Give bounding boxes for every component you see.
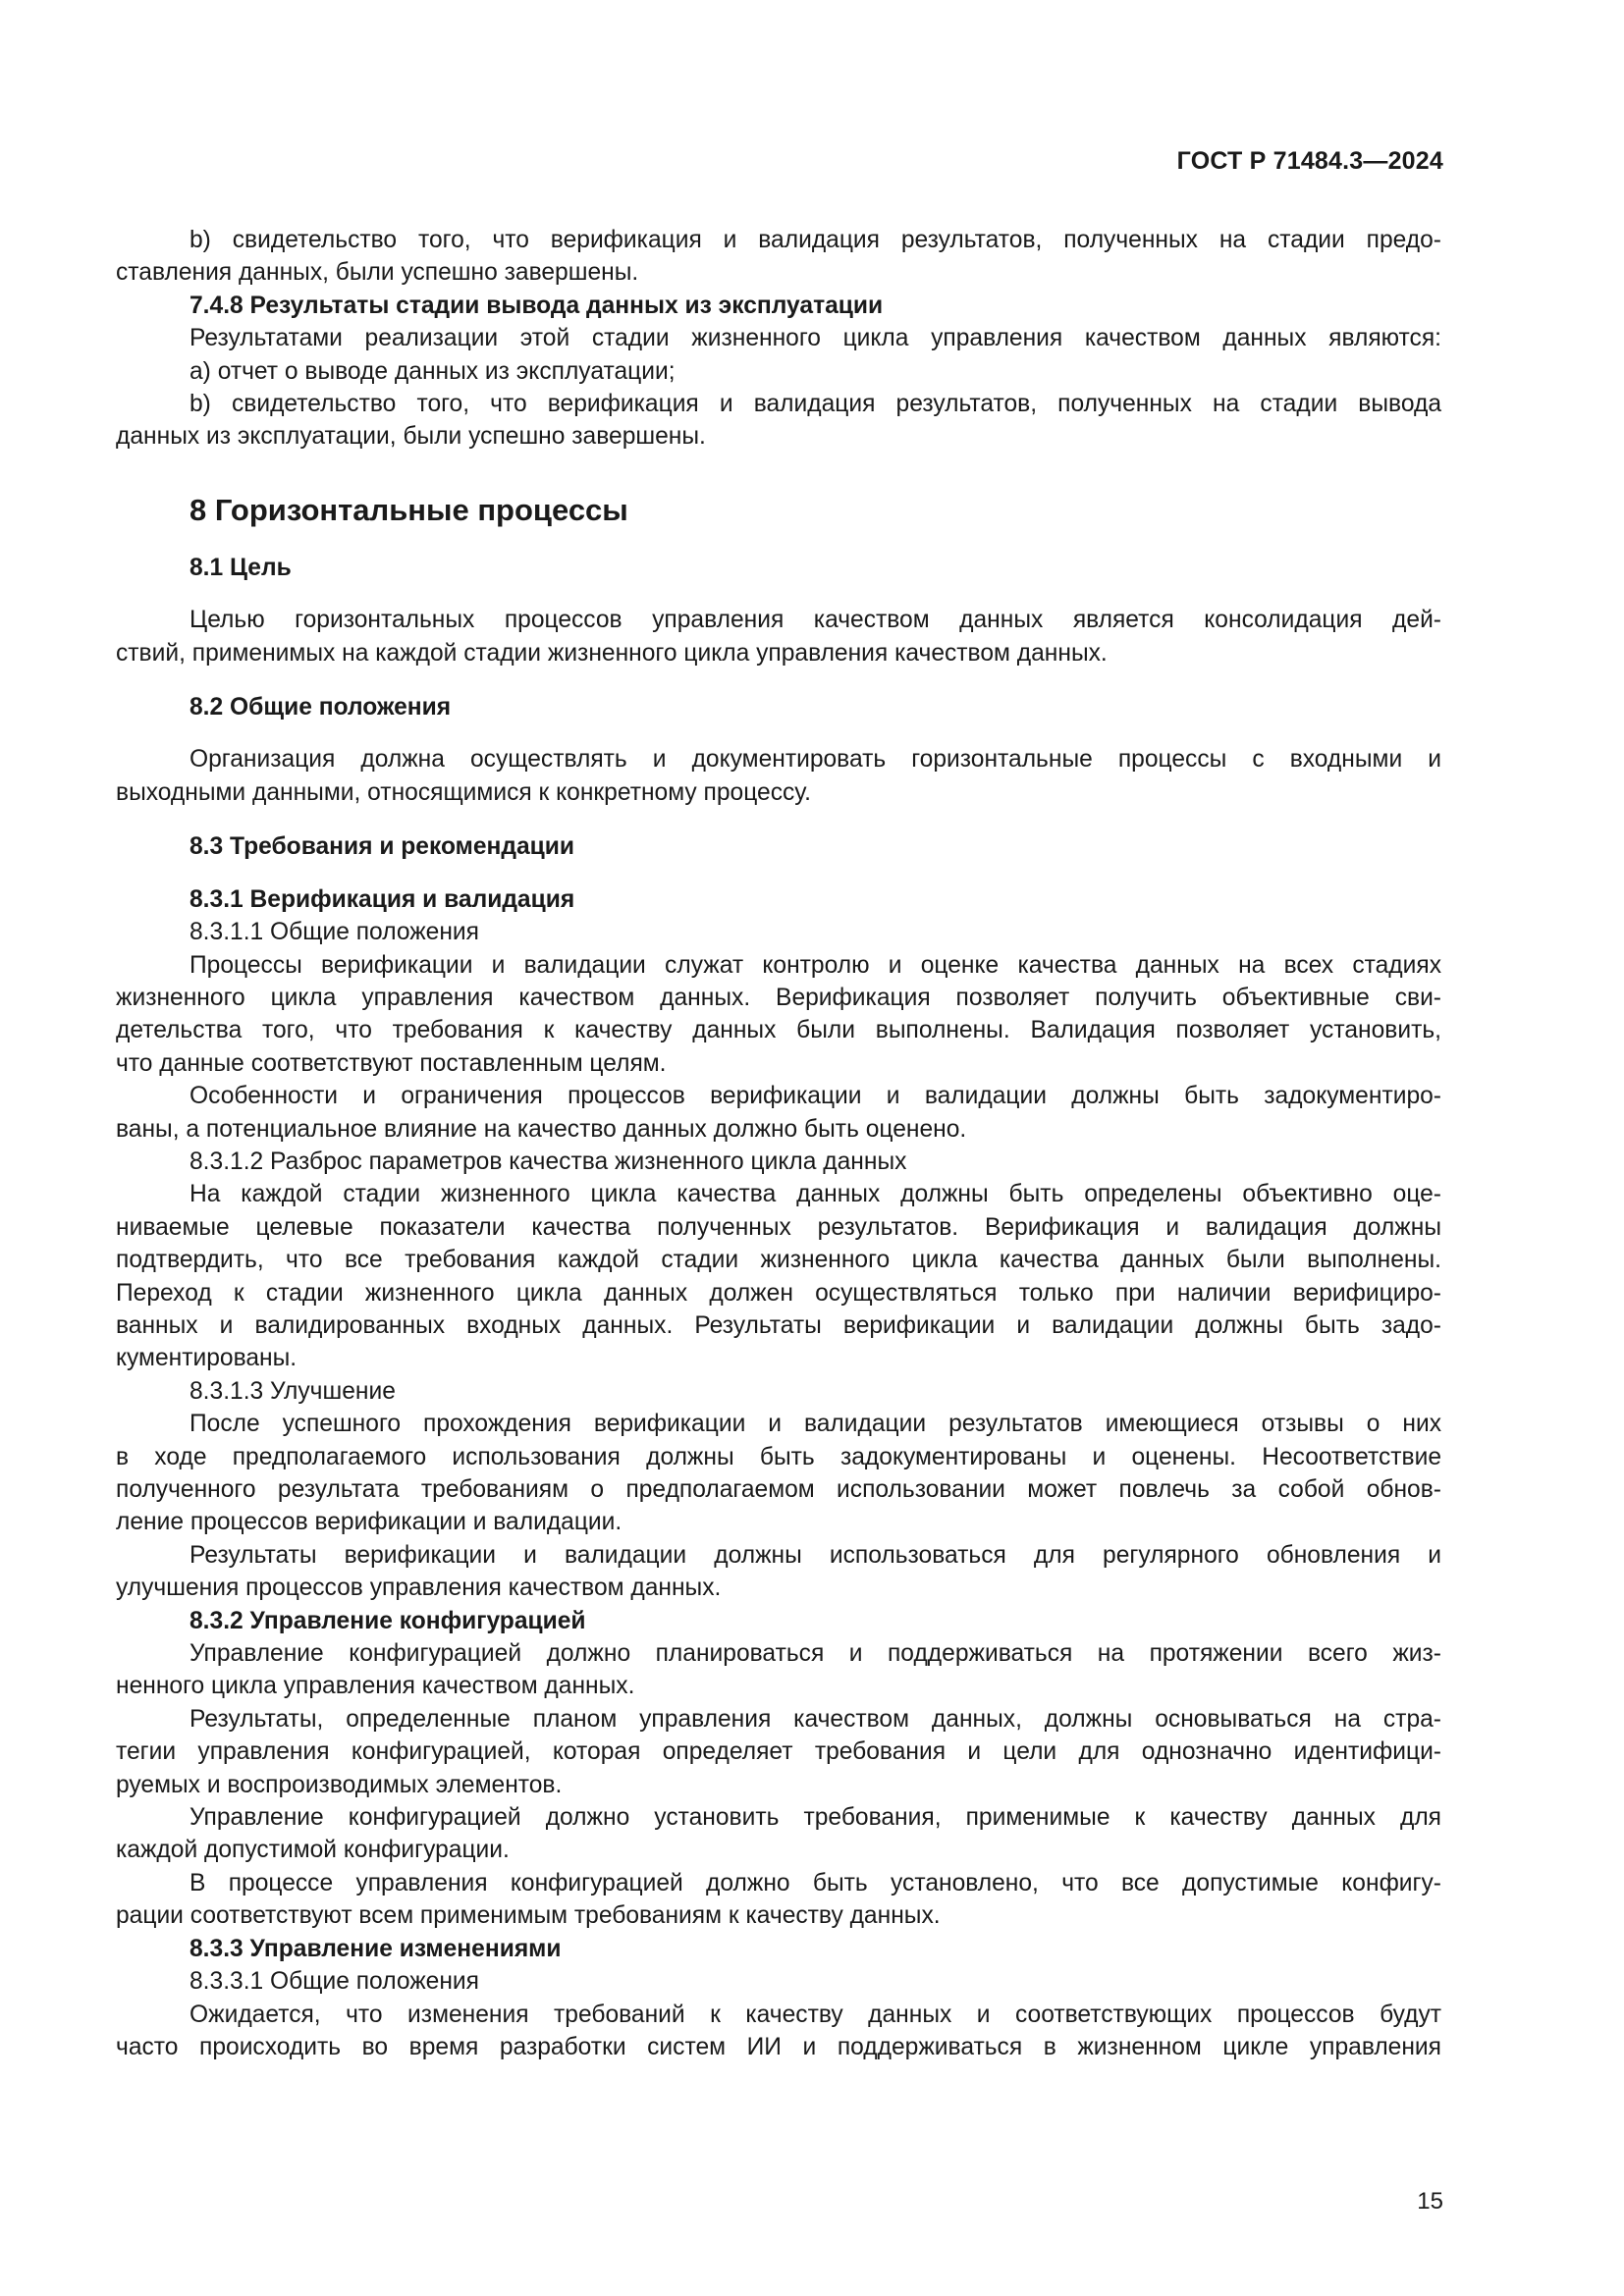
text-line: ненного цикла управления качеством данных. (116, 1673, 635, 1700)
text-line: Целью горизонтальных процессов управления качеством данных является консолидация дей- (189, 607, 1441, 634)
text-line: подтвердить, что все требования каждой стадии жизненного цикла качества данных были выполнены. (116, 1247, 1441, 1274)
subsection-heading: 7.4.8 Результаты стадии вывода данных из эксплуатации (189, 292, 884, 319)
text-line: рации соответствуют всем применимым требованиям к качеству данных. (116, 1902, 941, 1930)
text-line: улучшения процессов управления качеством данных. (116, 1575, 722, 1602)
text-line: На каждой стадии жизненного цикла качества данных должны быть определены объективно оце- (189, 1181, 1441, 1208)
text-line: a) отчет о выводе данных из эксплуатации; (189, 357, 676, 385)
text-line: Организация должна осуществлять и документировать горизонтальные процессы с входными и (189, 746, 1441, 774)
text-line: кументированы. (116, 1345, 298, 1372)
text-line: Управление конфигурацией должно установить требования, применимые к качеству данных для (189, 1804, 1441, 1832)
text-line: ваны, а потенциальное влияние на качество данных должно быть оценено. (116, 1115, 967, 1143)
text-line: 8.3.1.2 Разброс параметров качества жизненного цикла данных (189, 1148, 907, 1175)
text-line: ванных и валидированных входных данных. Результаты верификации и валидации должны быть задо- (116, 1311, 1441, 1339)
text-line: полученного результата требованиям о предполагаемом использовании может повлечь за собой обнов- (116, 1476, 1441, 1503)
text-line: Процессы верификации и валидации служат контролю и оценке качества данных на всех стадиях (189, 951, 1441, 979)
text-line: Переход к стадии жизненного цикла данных должен осуществляться только при наличии верифициро- (116, 1279, 1441, 1307)
text-line: В процессе управления конфигурацией должно быть установлено, что все допустимые конфигу- (189, 1869, 1441, 1896)
text-line: Особенности и ограничения процессов верификации и валидации должны быть задокументиро- (189, 1083, 1441, 1110)
subsection-heading: 8.3 Требования и рекомендации (189, 833, 575, 861)
text-line: часто происходить во время разработки систем ИИ и поддерживаться в жизненном цикле управления (116, 2033, 1441, 2060)
body-text (116, 224, 1441, 2063)
text-line: каждой допустимой конфигурации. (116, 1837, 510, 1864)
text-line: выходными данными, относящимися к конкретному процессу. (116, 778, 811, 806)
subsection-heading: 8.3.2 Управление конфигурацией (189, 1607, 586, 1634)
text-line: ление процессов верификации и валидации. (116, 1509, 623, 1536)
section-heading: 8 Горизонтальные процессы (189, 492, 628, 527)
standard-designation: ГОСТ Р 71484.3—2024 (1176, 147, 1443, 175)
text-line: данных из эксплуатации, были успешно завершены. (116, 423, 706, 451)
text-line: 8.3.1.1 Общие положения (189, 919, 479, 946)
text-line: Управление конфигурацией должно планироваться и поддерживаться на протяжении всего жиз- (189, 1640, 1441, 1668)
subsection-heading: 8.3.1 Верификация и валидация (189, 885, 575, 913)
text-line: детельства того, что требования к качеству данных были выполнены. Валидация позволяет установить, (116, 1017, 1441, 1044)
text-line: 8.3.3.1 Общие положения (189, 1968, 479, 1996)
text-line: ствий, применимых на каждой стадии жизненного цикла управления качеством данных. (116, 639, 1108, 667)
text-line: Результаты верификации и валидации должны использоваться для регулярного обновления и (189, 1541, 1441, 1569)
text-line: b) свидетельство того, что верификация и валидация результатов, полученных на стадии предо- (189, 227, 1441, 253)
text-line: b) свидетельство того, что верификация и валидация результатов, полученных на стадии вывода (189, 391, 1441, 418)
text-line: руемых и воспроизводимых элементов. (116, 1771, 563, 1798)
text-line: Результатами реализации этой стадии жизненного цикла управления качеством данных являются: (189, 325, 1441, 352)
text-line: 8.3.1.3 Улучшение (189, 1377, 396, 1405)
text-line: тегии управления конфигурацией, которая определяет требования и цели для однозначно идентифици- (116, 1738, 1441, 1766)
text-line: в ходе предполагаемого использования должны быть задокументированы и оценены. Несоответствие (116, 1443, 1441, 1470)
subsection-heading: 8.1 Цель (189, 554, 292, 581)
subsection-heading: 8.2 Общие положения (189, 694, 452, 721)
subsection-heading: 8.3.3 Управление изменениями (189, 1935, 562, 1962)
text-line: что данные соответствуют поставленным целям. (116, 1049, 667, 1077)
text-line: ставления данных, были успешно завершены. (116, 259, 639, 287)
text-line: Результаты, определенные планом управления качеством данных, должны основываться на стра- (189, 1705, 1441, 1733)
page-number: 15 (1417, 2188, 1443, 2215)
text-line: После успешного прохождения верификации и валидации результатов имеющиеся отзывы о них (189, 1411, 1441, 1438)
text-line: жизненного цикла управления качеством данных. Верификация позволяет получить объективные сви- (116, 984, 1441, 1011)
text-line: Ожидается, что изменения требований к качеству данных и соответствующих процессов будут (189, 2001, 1441, 2028)
text-line: ниваемые целевые показатели качества полученных результатов. Верификация и валидация должны (116, 1213, 1441, 1241)
